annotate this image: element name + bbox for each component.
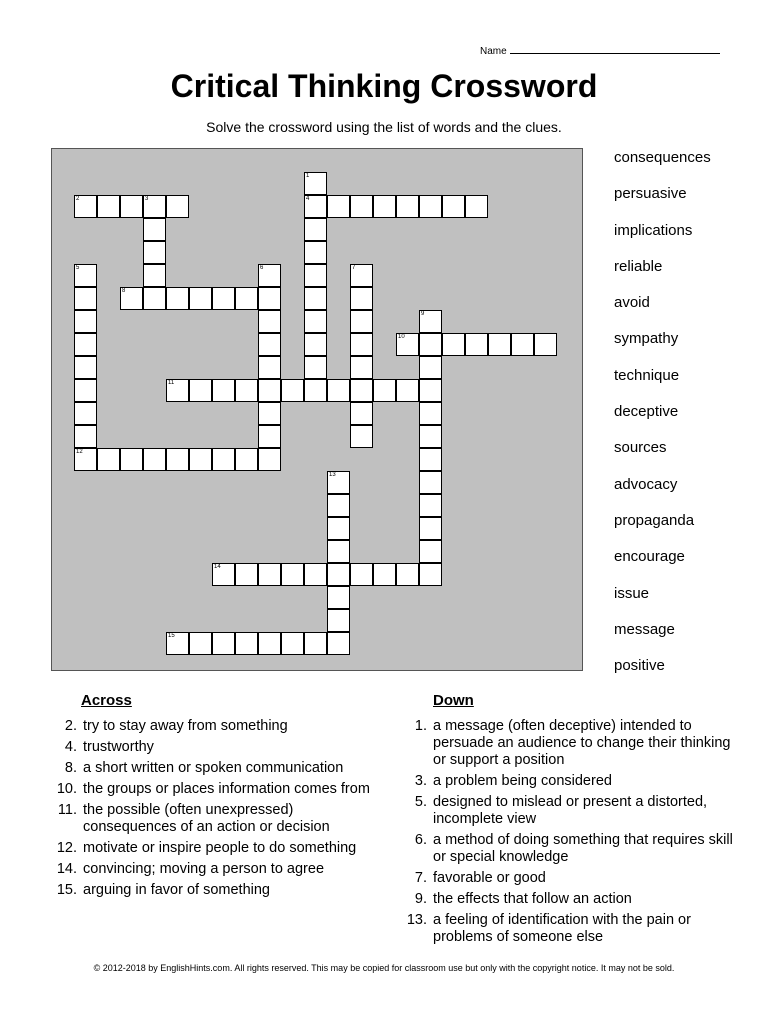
crossword-cell[interactable] xyxy=(258,425,281,448)
crossword-cell[interactable] xyxy=(304,310,327,333)
crossword-cell[interactable] xyxy=(74,356,97,379)
crossword-cell[interactable] xyxy=(281,563,304,586)
cell-number: 3 xyxy=(145,196,149,202)
crossword-cell[interactable] xyxy=(235,287,258,310)
crossword-cell[interactable] xyxy=(396,195,419,218)
crossword-cell[interactable] xyxy=(304,172,327,195)
crossword-cell[interactable] xyxy=(97,448,120,471)
across-clue xyxy=(53,882,383,899)
crossword-cell[interactable] xyxy=(281,632,304,655)
crossword-cell[interactable] xyxy=(327,563,350,586)
word-bank-item: deceptive xyxy=(614,403,679,421)
crossword-cell[interactable] xyxy=(419,402,442,425)
crossword-cell[interactable] xyxy=(143,218,166,241)
crossword-cell[interactable] xyxy=(419,195,442,218)
clue-text: a short written or spoken communication xyxy=(83,760,344,776)
crossword-cell[interactable] xyxy=(143,448,166,471)
cell-number: 15 xyxy=(168,633,175,639)
crossword-grid xyxy=(51,148,583,671)
crossword-cell[interactable] xyxy=(419,517,442,540)
clue-text: try to stay away from something xyxy=(83,718,288,734)
crossword-cell[interactable] xyxy=(327,494,350,517)
page-title: Critical Thinking Crossword xyxy=(170,68,598,104)
crossword-cell[interactable] xyxy=(143,195,166,218)
crossword-cell[interactable] xyxy=(258,448,281,471)
crossword-cell[interactable] xyxy=(350,402,373,425)
down-clue xyxy=(403,718,733,769)
cell-number: 9 xyxy=(421,311,425,317)
crossword-cell[interactable] xyxy=(74,448,97,471)
cell-number: 14 xyxy=(214,564,221,570)
cell-number: 8 xyxy=(122,288,126,294)
clue-text: favorable or good xyxy=(433,870,546,886)
clue-text: a method of doing something that requires skill or special knowledge xyxy=(433,832,733,865)
crossword-cell[interactable] xyxy=(350,379,373,402)
page-subtitle: Solve the crossword using the list of words and the clues. xyxy=(206,119,562,135)
cell-number: 11 xyxy=(168,380,175,386)
clue-number: 4. xyxy=(64,739,77,755)
clue-text: the groups or places information comes from xyxy=(83,781,370,797)
crossword-cell[interactable] xyxy=(212,448,235,471)
name-field[interactable] xyxy=(480,44,720,57)
crossword-cell[interactable] xyxy=(442,195,465,218)
crossword-cell[interactable] xyxy=(373,195,396,218)
down-clue xyxy=(403,870,733,887)
across-clues xyxy=(53,718,383,903)
crossword-cell[interactable] xyxy=(327,379,350,402)
crossword-cell[interactable] xyxy=(350,356,373,379)
cell-number: 4 xyxy=(306,196,310,202)
cell-number: 1 xyxy=(306,173,310,179)
crossword-cell[interactable] xyxy=(419,540,442,563)
crossword-cell[interactable] xyxy=(419,356,442,379)
crossword-cell[interactable] xyxy=(258,264,281,287)
clue-number: 11. xyxy=(57,802,77,818)
crossword-cell[interactable] xyxy=(488,333,511,356)
clue-number: 2. xyxy=(64,718,77,734)
crossword-cell[interactable] xyxy=(97,195,120,218)
crossword-cell[interactable] xyxy=(419,310,442,333)
crossword-cell[interactable] xyxy=(166,448,189,471)
clue-text: a message (often deceptive) intended to persuade an audience to change their thinking or support a position xyxy=(433,718,731,768)
clue-text: motivate or inspire people to do something xyxy=(83,840,357,856)
clue-text: the possible (often unexpressed) consequences of an action or decision xyxy=(83,802,330,835)
crossword-cell[interactable] xyxy=(258,287,281,310)
crossword-cell[interactable] xyxy=(304,333,327,356)
crossword-cell[interactable] xyxy=(419,448,442,471)
word-bank xyxy=(614,148,711,692)
crossword-cell[interactable] xyxy=(350,333,373,356)
word-bank-item: avoid xyxy=(614,294,650,312)
crossword-cell[interactable] xyxy=(212,287,235,310)
crossword-cell[interactable] xyxy=(419,494,442,517)
word-bank-item: message xyxy=(614,620,675,638)
crossword-cell[interactable] xyxy=(373,379,396,402)
crossword-cell[interactable] xyxy=(465,333,488,356)
down-clue xyxy=(403,773,733,790)
crossword-cell[interactable] xyxy=(74,195,97,218)
crossword-cell[interactable] xyxy=(304,241,327,264)
clue-number: 12. xyxy=(56,840,77,856)
crossword-cell[interactable] xyxy=(166,379,189,402)
clue-number: 14. xyxy=(56,861,77,877)
across-clue xyxy=(53,802,383,836)
cell-number: 10 xyxy=(398,334,405,340)
crossword-cell[interactable] xyxy=(304,379,327,402)
word-bank-item: sympathy xyxy=(614,330,679,348)
crossword-cell[interactable] xyxy=(189,448,212,471)
crossword-cell[interactable] xyxy=(304,632,327,655)
clue-text: trustworthy xyxy=(83,739,154,755)
clue-text: convincing; moving a person to agree xyxy=(83,861,325,877)
crossword-cell[interactable] xyxy=(74,379,97,402)
word-bank-item: technique xyxy=(614,366,680,384)
word-bank-item: advocacy xyxy=(614,475,678,493)
clue-text: a problem being considered xyxy=(433,773,612,789)
crossword-cell[interactable] xyxy=(74,402,97,425)
down-heading: Down xyxy=(433,692,474,709)
crossword-cell[interactable] xyxy=(327,632,350,655)
crossword-cell[interactable] xyxy=(143,264,166,287)
down-clue xyxy=(403,891,733,908)
crossword-cell[interactable] xyxy=(511,333,534,356)
clue-number: 3. xyxy=(414,773,427,789)
clue-number: 1. xyxy=(414,718,427,734)
word-bank-item: consequences xyxy=(614,149,711,166)
crossword-cell[interactable] xyxy=(258,333,281,356)
crossword-cell[interactable] xyxy=(304,563,327,586)
cell-number: 13 xyxy=(329,472,336,478)
cell-number: 5 xyxy=(76,265,80,271)
crossword-cell[interactable] xyxy=(396,379,419,402)
word-bank-item: sources xyxy=(614,439,667,457)
crossword-cell[interactable] xyxy=(442,333,465,356)
crossword-cell[interactable] xyxy=(212,563,235,586)
cell-number: 6 xyxy=(260,265,264,271)
crossword-cell[interactable] xyxy=(304,264,327,287)
crossword-cell[interactable] xyxy=(327,517,350,540)
clue-text: the effects that follow an action xyxy=(433,891,632,907)
crossword-cell[interactable] xyxy=(143,241,166,264)
crossword-cell[interactable] xyxy=(327,471,350,494)
crossword-cell[interactable] xyxy=(74,425,97,448)
crossword-cell[interactable] xyxy=(212,632,235,655)
word-bank-item: encourage xyxy=(614,548,685,566)
crossword-cell[interactable] xyxy=(373,563,396,586)
crossword-cell[interactable] xyxy=(304,356,327,379)
crossword-cell[interactable] xyxy=(350,310,373,333)
across-clue xyxy=(53,718,383,735)
clue-number: 8. xyxy=(64,760,77,776)
word-bank-item: issue xyxy=(614,584,650,602)
crossword-cell[interactable] xyxy=(258,632,281,655)
crossword-cell[interactable] xyxy=(120,287,143,310)
crossword-cell[interactable] xyxy=(281,379,304,402)
crossword-cell[interactable] xyxy=(304,287,327,310)
crossword-cell[interactable] xyxy=(465,195,488,218)
crossword-cell[interactable] xyxy=(327,609,350,632)
down-clue xyxy=(403,794,733,828)
crossword-cell[interactable] xyxy=(534,333,557,356)
crossword-cell[interactable] xyxy=(189,287,212,310)
cell-number: 2 xyxy=(76,196,80,202)
cell-number: 12 xyxy=(76,449,83,455)
crossword-cell[interactable] xyxy=(235,563,258,586)
crossword-cell[interactable] xyxy=(74,264,97,287)
clue-number: 6. xyxy=(414,832,427,848)
clue-text: designed to mislead or present a distorted, incomplete view xyxy=(433,794,708,827)
crossword-cell[interactable] xyxy=(327,586,350,609)
crossword-cell[interactable] xyxy=(327,195,350,218)
crossword-cell[interactable] xyxy=(235,448,258,471)
word-bank-item: propaganda xyxy=(614,511,695,529)
crossword-cell[interactable] xyxy=(212,379,235,402)
crossword-cell[interactable] xyxy=(419,333,442,356)
crossword-cell[interactable] xyxy=(189,632,212,655)
crossword-cell[interactable] xyxy=(189,379,212,402)
crossword-cell[interactable] xyxy=(235,379,258,402)
crossword-cell[interactable] xyxy=(304,195,327,218)
crossword-cell[interactable] xyxy=(258,402,281,425)
clue-number: 10. xyxy=(56,781,77,797)
word-bank-item: positive xyxy=(614,657,665,675)
crossword-cell[interactable] xyxy=(258,379,281,402)
crossword-cell[interactable] xyxy=(258,563,281,586)
crossword-cell[interactable] xyxy=(419,379,442,402)
clue-text: a feeling of identification with the pain or problems of someone else xyxy=(433,912,691,945)
crossword-cell[interactable] xyxy=(120,448,143,471)
cell-number: 7 xyxy=(352,265,356,271)
name-underline[interactable] xyxy=(510,44,720,54)
word-bank-item: reliable xyxy=(614,257,663,275)
crossword-cell[interactable] xyxy=(166,287,189,310)
across-clue xyxy=(53,861,383,878)
crossword-cell[interactable] xyxy=(396,333,419,356)
word-bank-item: implications xyxy=(614,221,693,239)
crossword-cell[interactable] xyxy=(350,195,373,218)
clue-text: arguing in favor of something xyxy=(83,882,270,898)
across-clue xyxy=(53,739,383,756)
crossword-cell[interactable] xyxy=(396,563,419,586)
crossword-cell[interactable] xyxy=(74,333,97,356)
down-clue xyxy=(403,832,733,866)
crossword-cell[interactable] xyxy=(350,264,373,287)
across-clue xyxy=(53,781,383,798)
down-clues xyxy=(403,718,733,950)
crossword-cell[interactable] xyxy=(258,310,281,333)
crossword-cell[interactable] xyxy=(350,563,373,586)
clue-number: 5. xyxy=(414,794,427,810)
crossword-cell[interactable] xyxy=(419,563,442,586)
across-clue xyxy=(53,840,383,857)
crossword-cell[interactable] xyxy=(304,218,327,241)
copyright-footer: © 2012-2018 by EnglishHints.com. All rights reserved. This may be copied for classroom use but only with the copyright notice. It may not be sold. xyxy=(93,963,675,973)
crossword-cell[interactable] xyxy=(74,287,97,310)
word-bank-item: persuasive xyxy=(614,185,687,203)
crossword-cell[interactable] xyxy=(166,632,189,655)
across-clue xyxy=(53,760,383,777)
clue-number: 13. xyxy=(406,912,427,928)
crossword-cell[interactable] xyxy=(258,356,281,379)
crossword-cell[interactable] xyxy=(350,287,373,310)
crossword-cell[interactable] xyxy=(166,195,189,218)
clue-number: 15. xyxy=(56,882,77,898)
crossword-cell[interactable] xyxy=(74,310,97,333)
crossword-cell[interactable] xyxy=(419,425,442,448)
across-heading: Across xyxy=(81,692,132,709)
clue-number: 9. xyxy=(414,891,427,907)
down-clue xyxy=(403,912,733,946)
crossword-cell[interactable] xyxy=(235,632,258,655)
name-label: Name xyxy=(480,46,507,57)
crossword-cell[interactable] xyxy=(143,287,166,310)
crossword-cell[interactable] xyxy=(350,425,373,448)
crossword-cell[interactable] xyxy=(120,195,143,218)
crossword-cell[interactable] xyxy=(419,471,442,494)
clue-number: 7. xyxy=(414,870,427,886)
crossword-cell[interactable] xyxy=(327,540,350,563)
